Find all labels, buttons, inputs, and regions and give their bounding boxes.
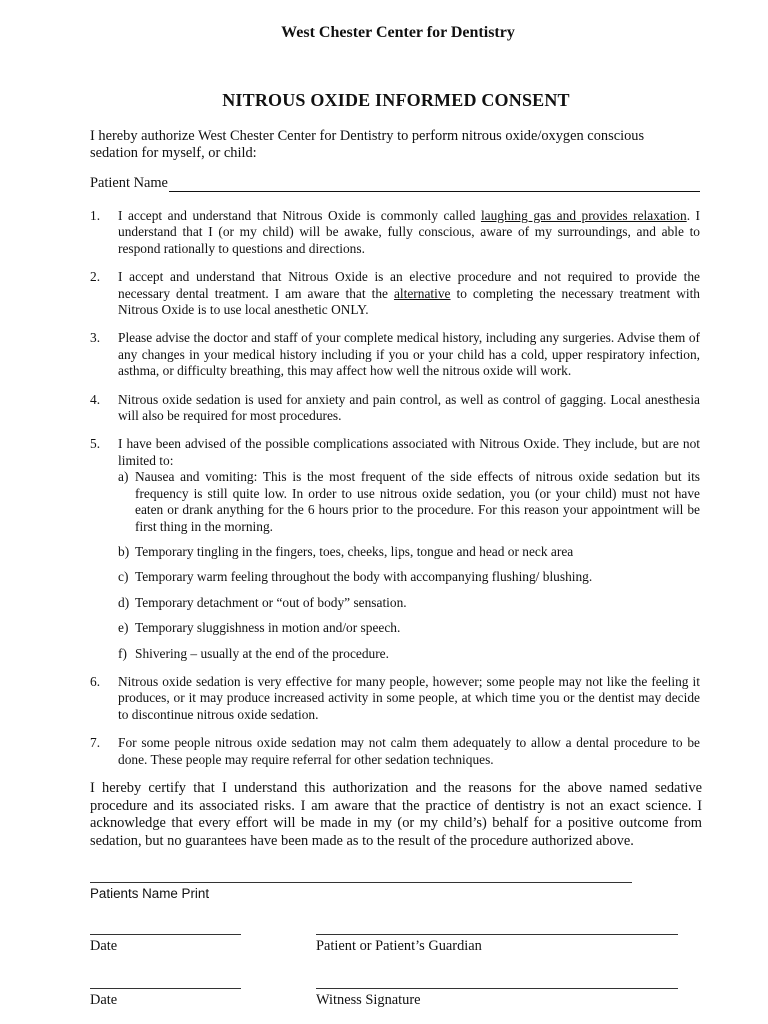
- witness-signature-line[interactable]: [316, 988, 678, 989]
- patients-name-print-label: Patients Name Print: [90, 886, 210, 901]
- item-number: 3.: [90, 330, 101, 346]
- item-number: 2.: [90, 269, 101, 285]
- item-text: Nitrous oxide sedation is used for anxiety and pain control, as well as control of gagging. Local anesthesia will also be required for most procedures.: [118, 391, 700, 424]
- item-text-underlined: laughing gas and provides relaxation: [480, 208, 687, 223]
- sub-text: Temporary tingling in the fingers, toes, cheeks, lips, tongue and head or neck area: [135, 543, 574, 559]
- clinic-name: West Chester Center for Dentistry: [281, 24, 515, 41]
- item-number: 4.: [90, 391, 101, 407]
- date-label-1: Date: [90, 938, 118, 954]
- item-text-pre: I accept and understand that Nitrous Oxide is commonly called: [118, 208, 481, 223]
- complication-d: [118, 595, 700, 611]
- item-text: Nitrous oxide sedation is very effective for many people, however; some people may not like the feeling it produces, or it may produce increased activity in some people, at which time you or the dentist may decide to discontinue nitrous oxide sedation.: [118, 673, 700, 722]
- consent-item-1: [90, 208, 700, 257]
- certification-paragraph: I hereby certify that I understand this authorization and the reasons for the above named sedative procedure and its associated risks. I am aware that the practice of dentistry is not an exact science. I acknowledge that every effort will be made in my (or my child’s) behalf for a positive outcome from sedation, but no guarantees have been made as to the result of the procedure authorized above.: [90, 780, 702, 849]
- sub-text: Shivering – usually at the end of the procedure.: [135, 645, 389, 661]
- consent-item-3: [90, 330, 700, 379]
- consent-item-6: [90, 674, 700, 723]
- patients-name-print-line[interactable]: [90, 882, 632, 883]
- sub-letter: a): [118, 469, 129, 485]
- item-text: For some people nitrous oxide sedation may not calm them adequately to allow a dental procedure to be done. These people may require referral for other sedation techniques.: [118, 735, 700, 767]
- sub-text: Temporary warm feeling throughout the body with accompanying flushing/ blushing.: [135, 569, 593, 585]
- sub-letter: f): [118, 645, 127, 661]
- consent-item-4: [90, 392, 700, 425]
- consent-item-2: [90, 269, 700, 318]
- sub-letter: e): [118, 620, 129, 636]
- sub-letter: c): [118, 569, 129, 585]
- sub-text: Temporary detachment or “out of body” sensation.: [135, 594, 407, 610]
- item-text: Please advise the doctor and staff of your complete medical history, including any surgeries. Advise them of any changes in your medical history including if you or your child has a cold, upper respiratory infection, asthma, or difficulty breathing, this may affect how well the nitrous oxide will work.: [118, 330, 700, 379]
- guardian-signature-line[interactable]: [316, 934, 678, 935]
- item-number: 5.: [90, 436, 101, 452]
- complication-f: [118, 646, 700, 662]
- item-text-pre: I accept and understand that Nitrous Oxide is an elective procedure and not required to provide the necessary dental treatment. I am aware that the: [118, 269, 700, 301]
- witness-signature-label: Witness Signature: [316, 992, 421, 1008]
- form-title: NITROUS OXIDE INFORMED CONSENT: [222, 90, 570, 110]
- date-line-2[interactable]: [90, 988, 241, 989]
- sub-text: Nausea and vomiting: This is the most frequent of the side effects of nitrous oxide sedation but its frequency is still quite low. In order to use nitrous oxide sedation, you (or your child) must not have eaten or drank anything for the 6 hours prior to the procedure. For this reason your appointment will be first thing in the morning.: [135, 469, 700, 534]
- patient-name-field[interactable]: [169, 177, 700, 192]
- complication-a: [118, 469, 700, 535]
- complication-e: [118, 620, 700, 636]
- item-text: I have been advised of the possible complications associated with Nitrous Oxide. They include, but are not limited to:: [118, 436, 700, 468]
- sub-letter: b): [118, 543, 130, 559]
- sub-letter: d): [118, 594, 130, 610]
- patient-name-label: Patient Name: [90, 175, 168, 191]
- item-text-underlined: alternative: [393, 285, 451, 301]
- complication-b: [118, 544, 700, 560]
- complication-c: [118, 569, 700, 585]
- consent-item-5: [90, 436, 700, 661]
- consent-items-list: [90, 208, 700, 780]
- intro-paragraph: I hereby authorize West Chester Center for Dentistry to perform nitrous oxide/oxygen conscious sedation for myself, or child:: [90, 128, 645, 161]
- date-line-1[interactable]: [90, 934, 241, 935]
- item-number: 6.: [90, 673, 101, 689]
- item-text-post: to completing the necessary treatment with Nitrous Oxide is to use local anesthetic ONLY.: [118, 285, 700, 318]
- consent-item-7: [90, 735, 700, 768]
- patient-name-row: [90, 175, 700, 192]
- item-number: 7.: [90, 735, 101, 751]
- item-text-post: . I understand that I (or my child) will be awake, fully conscious, aware of my surroundings, and able to respond rationally to questions and directions.: [118, 208, 701, 256]
- guardian-signature-label: Patient or Patient’s Guardian: [316, 938, 482, 954]
- item-number: 1.: [90, 208, 101, 223]
- date-label-2: Date: [90, 992, 118, 1008]
- sub-text: Temporary sluggishness in motion and/or speech.: [135, 620, 401, 636]
